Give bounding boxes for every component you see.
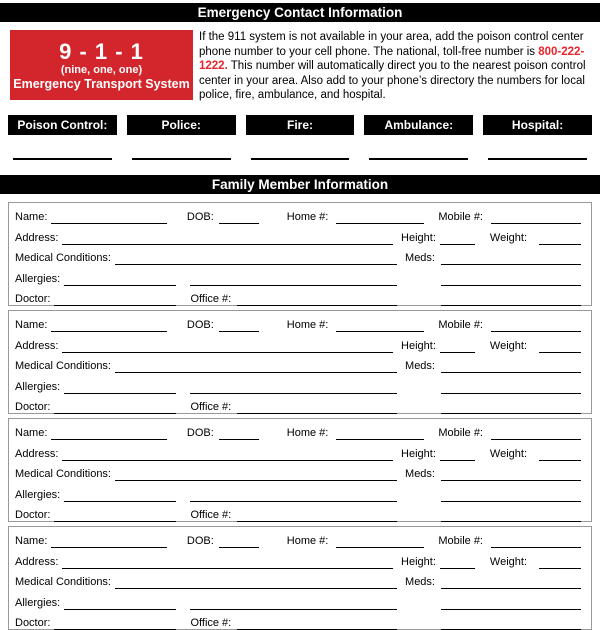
- medical-conditions-line[interactable]: [115, 477, 397, 481]
- badge-911-label: Emergency Transport System: [13, 76, 190, 91]
- home-phone-label: Home #:: [286, 427, 329, 440]
- weight-label: Weight:: [489, 339, 527, 352]
- allergies-continuation-line[interactable]: [190, 606, 397, 610]
- office-phone-line[interactable]: [237, 518, 397, 522]
- medical-conditions-label: Medical Conditions:: [15, 360, 111, 373]
- dob-label: DOB:: [186, 319, 214, 332]
- doctor-label: Doctor:: [15, 508, 51, 521]
- address-label: Address:: [15, 339, 59, 352]
- name-line[interactable]: [51, 544, 166, 548]
- mobile-phone-label: Mobile #:: [438, 535, 483, 548]
- address-line[interactable]: [62, 565, 393, 569]
- name-line[interactable]: [51, 328, 166, 332]
- dob-label: DOB:: [186, 535, 214, 548]
- mobile-phone-line[interactable]: [491, 328, 581, 332]
- allergies-line[interactable]: [64, 390, 176, 394]
- office-phone-label: Office #:: [190, 400, 232, 413]
- dob-line[interactable]: [219, 328, 259, 332]
- allergies-label: Allergies:: [15, 596, 61, 609]
- meds-label: Meds:: [405, 252, 435, 265]
- medical-conditions-label: Medical Conditions:: [15, 252, 111, 265]
- meds-label: Meds:: [405, 468, 435, 481]
- height-line[interactable]: [440, 565, 475, 569]
- member-row-doctor: [15, 286, 581, 306]
- medical-conditions-line[interactable]: [115, 261, 397, 265]
- medical-conditions-line[interactable]: [115, 585, 397, 589]
- family-member-card: [8, 418, 592, 522]
- family-member-card: [8, 526, 592, 630]
- allergies-continuation-line[interactable]: [190, 498, 397, 502]
- weight-line[interactable]: [539, 349, 581, 353]
- hospital-value-line[interactable]: [488, 158, 587, 160]
- badge-911: [10, 30, 193, 100]
- page-title: Emergency Contact Information: [0, 3, 600, 22]
- home-phone-line[interactable]: [336, 220, 424, 224]
- poison-control-phone-number: 800-222-1222.: [199, 45, 585, 73]
- meds-line[interactable]: [441, 585, 581, 589]
- member-row-name: [15, 204, 581, 224]
- office-phone-label: Office #:: [190, 616, 232, 629]
- weight-label: Weight:: [489, 555, 527, 568]
- instructions-paragraph: [199, 30, 592, 103]
- member-row-address: [15, 224, 581, 244]
- height-label: Height:: [401, 555, 436, 568]
- ambulance-value-line[interactable]: [369, 158, 468, 160]
- member-row-doctor: [15, 394, 581, 414]
- member-row-allergies: [15, 481, 581, 501]
- badge-911-pronunciation: (nine, one, one): [60, 63, 143, 76]
- medical-conditions-label: Medical Conditions:: [15, 468, 111, 481]
- meds-label: Meds:: [405, 576, 435, 589]
- home-phone-label: Home #:: [286, 319, 329, 332]
- address-label: Address:: [15, 231, 59, 244]
- member-row-address: [15, 440, 581, 460]
- member-row-address: [15, 332, 581, 352]
- office-phone-line[interactable]: [237, 302, 397, 306]
- office-phone-line[interactable]: [237, 626, 397, 630]
- allergies-line[interactable]: [64, 498, 176, 502]
- police-value-line[interactable]: [132, 158, 231, 160]
- medical-conditions-label: Medical Conditions:: [15, 576, 111, 589]
- meds-line[interactable]: [441, 477, 581, 481]
- address-line[interactable]: [62, 349, 393, 353]
- meds-continuation-line-2[interactable]: [441, 518, 581, 522]
- address-line[interactable]: [62, 457, 393, 461]
- meds-continuation-line-2[interactable]: [441, 302, 581, 306]
- name-label: Name:: [15, 535, 48, 548]
- allergies-label: Allergies:: [15, 272, 61, 285]
- family-members: [8, 202, 592, 630]
- member-row-doctor: [15, 502, 581, 522]
- office-phone-line[interactable]: [237, 410, 397, 414]
- meds-continuation-line[interactable]: [441, 390, 581, 394]
- height-label: Height:: [401, 447, 436, 460]
- member-row-name: [15, 420, 581, 440]
- doctor-label: Doctor:: [15, 400, 51, 413]
- home-phone-label: Home #:: [286, 535, 329, 548]
- height-label: Height:: [401, 231, 436, 244]
- doctor-line[interactable]: [54, 626, 176, 630]
- member-row-allergies: [15, 589, 581, 609]
- member-row-doctor: [15, 610, 581, 630]
- home-phone-label: Home #:: [286, 211, 329, 224]
- mobile-phone-label: Mobile #:: [438, 427, 483, 440]
- family-section-title: Family Member Information: [0, 175, 600, 194]
- dob-label: DOB:: [186, 427, 214, 440]
- contact-label-hospital: Hospital:: [483, 115, 592, 135]
- dob-label: DOB:: [186, 211, 214, 224]
- member-row-medical: [15, 245, 581, 265]
- weight-line[interactable]: [539, 241, 581, 245]
- emergency-contact-labels-row: [8, 115, 592, 135]
- address-line[interactable]: [62, 241, 393, 245]
- dob-line[interactable]: [219, 436, 259, 440]
- family-member-card: [8, 202, 592, 306]
- emergency-contact-lines-row: [8, 158, 592, 160]
- address-label: Address:: [15, 447, 59, 460]
- office-phone-label: Office #:: [190, 508, 232, 521]
- height-line[interactable]: [440, 457, 475, 461]
- meds-continuation-line[interactable]: [441, 282, 581, 286]
- home-phone-line[interactable]: [336, 544, 424, 548]
- office-phone-label: Office #:: [190, 292, 232, 305]
- member-row-name: [15, 312, 581, 332]
- member-row-allergies: [15, 373, 581, 393]
- doctor-label: Doctor:: [15, 616, 51, 629]
- medical-conditions-line[interactable]: [115, 369, 397, 373]
- fire-value-line[interactable]: [251, 158, 350, 160]
- dob-line[interactable]: [219, 220, 259, 224]
- doctor-line[interactable]: [54, 410, 176, 414]
- allergies-line[interactable]: [64, 282, 176, 286]
- name-label: Name:: [15, 319, 48, 332]
- weight-label: Weight:: [489, 447, 527, 460]
- intro-section: [10, 30, 592, 103]
- name-line[interactable]: [51, 220, 166, 224]
- meds-continuation-line[interactable]: [441, 498, 581, 502]
- meds-continuation-line-2[interactable]: [441, 626, 581, 630]
- mobile-phone-line[interactable]: [491, 436, 581, 440]
- family-member-card: [8, 310, 592, 414]
- weight-line[interactable]: [539, 457, 581, 461]
- name-label: Name:: [15, 427, 48, 440]
- instructions-text-before: If the 911 system is not available in your area, add the poison control center phone number to your cell phone. The national, toll-free number is: [199, 31, 584, 58]
- doctor-label: Doctor:: [15, 292, 51, 305]
- meds-line[interactable]: [441, 261, 581, 265]
- contact-label-police: Police:: [127, 115, 236, 135]
- address-label: Address:: [15, 555, 59, 568]
- contact-label-poison-control: Poison Control:: [8, 115, 117, 135]
- weight-label: Weight:: [489, 231, 527, 244]
- member-row-allergies: [15, 265, 581, 285]
- weight-line[interactable]: [539, 565, 581, 569]
- home-phone-line[interactable]: [336, 328, 424, 332]
- meds-continuation-line[interactable]: [441, 606, 581, 610]
- name-label: Name:: [15, 211, 48, 224]
- dob-line[interactable]: [219, 544, 259, 548]
- mobile-phone-label: Mobile #:: [438, 211, 483, 224]
- mobile-phone-label: Mobile #:: [438, 319, 483, 332]
- meds-line[interactable]: [441, 369, 581, 373]
- contact-label-fire: Fire:: [246, 115, 355, 135]
- member-row-medical: [15, 353, 581, 373]
- meds-continuation-line-2[interactable]: [441, 410, 581, 414]
- allergies-continuation-line[interactable]: [190, 282, 397, 286]
- height-line[interactable]: [440, 349, 475, 353]
- contact-label-ambulance: Ambulance:: [364, 115, 473, 135]
- doctor-line[interactable]: [54, 302, 176, 306]
- height-line[interactable]: [440, 241, 475, 245]
- member-row-name: [15, 528, 581, 548]
- name-line[interactable]: [51, 436, 166, 440]
- meds-label: Meds:: [405, 360, 435, 373]
- home-phone-line[interactable]: [336, 436, 424, 440]
- member-row-medical: [15, 569, 581, 589]
- doctor-line[interactable]: [54, 518, 176, 522]
- mobile-phone-line[interactable]: [491, 544, 581, 548]
- member-row-medical: [15, 461, 581, 481]
- instructions-text-after: This number will automatically direct you to the nearest poison control center in your area. Also add to your phone’s directory the numbers for local police, fire, ambulance, and hospital.: [199, 60, 586, 102]
- allergies-label: Allergies:: [15, 488, 61, 501]
- mobile-phone-line[interactable]: [491, 220, 581, 224]
- allergies-continuation-line[interactable]: [190, 390, 397, 394]
- allergies-label: Allergies:: [15, 380, 61, 393]
- poison-control-value-line[interactable]: [13, 158, 112, 160]
- height-label: Height:: [401, 339, 436, 352]
- allergies-line[interactable]: [64, 606, 176, 610]
- member-row-address: [15, 548, 581, 568]
- badge-911-number: 9 - 1 - 1: [59, 38, 144, 64]
